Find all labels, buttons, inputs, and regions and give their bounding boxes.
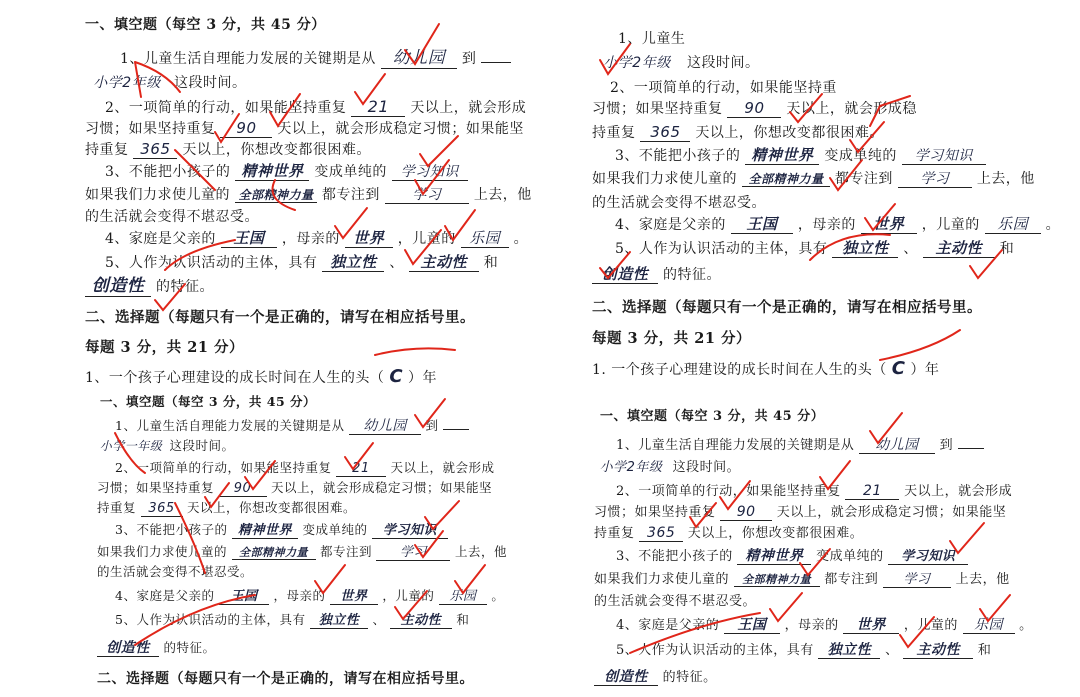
answer-blank: 幼儿园 xyxy=(859,438,935,454)
answer-blank: 学习知识 xyxy=(902,149,986,165)
answer-blank: 主动性 xyxy=(923,241,995,258)
answer-blank: 王国 xyxy=(221,231,277,248)
answer-blank: 主动性 xyxy=(390,614,452,629)
answer-blank: 小学2年级 xyxy=(603,55,671,71)
answer-blank: 365 xyxy=(640,125,690,142)
question-2-cont: 习惯；如果坚持重复 90 天以上，就会形成稳定习惯；如果能坚 xyxy=(85,119,524,137)
question-3-cont: 如果我们力求使儿童的 全部精神力量 都专注到 学习 上去，他 xyxy=(85,187,532,203)
question-2-cont2: 持重复 365 天以上，你想改变都很困难。 xyxy=(592,123,884,141)
answer-blank: 学习知识 xyxy=(888,550,968,565)
answer-blank: 独立性 xyxy=(832,241,898,258)
question-5-cont: 创造性 的特征。 xyxy=(85,276,214,297)
question-5-cont: 创造性 的特征。 xyxy=(97,638,216,657)
worksheet-photo-top-right xyxy=(580,0,1061,388)
question-1: 1、儿童生 xyxy=(618,31,686,47)
question-4: 4、家庭是父亲的 王国 ，母亲的 世界 ，儿童的 乐园 。 xyxy=(105,229,529,247)
answer-blank: 学习 xyxy=(385,188,469,204)
answer-blank: 主动性 xyxy=(903,643,973,659)
question-2-cont: 习惯；如果坚持重复 90 天以上，就会形成稳定习惯；如果能坚 xyxy=(97,480,492,496)
answer-blank: 90 xyxy=(219,482,267,497)
mc-question-1: 1、一个孩子心理建设的成长时间在人生的头（ C ）年 xyxy=(85,366,438,387)
answer-blank: 创造性 xyxy=(592,267,658,284)
answer-blank: 世界 xyxy=(345,231,393,248)
answer-blank: 21 xyxy=(845,484,899,500)
answer-blank: 精神世界 xyxy=(235,164,309,181)
answer-blank: 幼儿园 xyxy=(349,419,421,435)
answer-blank: 世界 xyxy=(861,217,917,234)
question-1: 1、儿童生活自理能力发展的关键期是从 幼儿园 到 xyxy=(616,434,984,454)
section-title: 二、选择题（每题只有一个是正确的，请写在相应括号里。 xyxy=(85,309,475,326)
answer-blank: 全部精神力量 xyxy=(235,189,317,203)
answer-mark: C xyxy=(389,366,404,387)
answer-blank: 全部精神力量 xyxy=(742,173,830,187)
question-4: 4、家庭是父亲的 王国 ，母亲的 世界 ，儿童的 乐园 。 xyxy=(115,588,505,604)
question-3-cont: 如果我们力求使儿童的 全部精神力量 都专注到 学习 上去，他 xyxy=(592,171,1035,187)
question-2-cont: 习惯；如果坚持重复 90 天以上，就会形成稳定习惯；如果能坚 xyxy=(594,504,1007,520)
answer-blank: 创造性 xyxy=(85,278,151,297)
answer-blank: 乐园 xyxy=(461,231,509,248)
question-2-cont: 习惯；如果坚持重复 90 天以上，就会形成稳 xyxy=(592,99,917,117)
answer-blank: 王国 xyxy=(219,590,269,605)
answer-blank: 学习 xyxy=(376,546,450,561)
answer-blank: 21 xyxy=(336,462,386,477)
answer-blank: 独立性 xyxy=(818,643,880,659)
answer-blank: 精神世界 xyxy=(745,148,819,165)
question-3-cont2: 的生活就会变得不堪忍受。 xyxy=(592,195,766,211)
question-2-cont2: 持重复 365 天以上，你想改变都很困难。 xyxy=(85,140,371,158)
question-5-cont: 创造性 的特征。 xyxy=(592,264,721,284)
answer-blank: 90 xyxy=(727,101,781,118)
question-5: 5、人作为认识活动的主体，具有 独立性 、 主动性 和 xyxy=(615,239,1015,257)
question-2: 2、一项简单的行动，如果能坚持重复 21 天以上，就会形成 xyxy=(616,483,1013,499)
section-title: 一、填空题（每空 3 分，共 45 分） xyxy=(600,409,825,424)
question-4: 4、家庭是父亲的 王国 ，母亲的 世界 ，儿童的 乐园 。 xyxy=(615,215,1061,233)
mc-question-1: 1. 一个孩子心理建设的成长时间在人生的头（ C ）年 xyxy=(592,358,940,379)
answer-blank: 小学2年级 xyxy=(93,75,161,91)
answer-blank: 全部精神力量 xyxy=(734,574,820,587)
worksheet-photo-top-left xyxy=(75,0,532,388)
answer-blank: 365 xyxy=(141,502,183,517)
answer-blank: 王国 xyxy=(724,618,780,634)
section-subtitle: 每题 3 分，共 21 分） xyxy=(592,330,751,347)
question-3-cont2: 的生活就会变得不堪忍受。 xyxy=(594,594,757,609)
answer-blank: 乐园 xyxy=(439,590,487,605)
answer-blank: 精神世界 xyxy=(737,549,811,565)
answer-blank: 学习 xyxy=(883,573,951,588)
answer-blank: 独立性 xyxy=(310,614,368,629)
answer-blank: 精神世界 xyxy=(232,524,298,539)
question-1: 1、儿童生活自理能力发展的关键期是从 幼儿园 到 xyxy=(120,48,511,69)
worksheet-photo-bottom-right xyxy=(570,385,1040,697)
answer-blank: 21 xyxy=(351,99,405,117)
answer-blank: 90 xyxy=(220,121,272,138)
section-title: 一、填空题（每空 3 分，共 45 分） xyxy=(100,394,317,409)
answer-mark: C xyxy=(891,358,906,379)
answer-blank: 小学一年级 xyxy=(99,439,163,453)
question-3-cont2: 的生活就会变得不堪忍受。 xyxy=(97,564,254,579)
answer-blank: 乐园 xyxy=(963,618,1015,634)
question-3: 3、不能把小孩子的 精神世界 变成单纯的 学习知识 xyxy=(615,145,986,165)
question-2-cont2: 持重复 365 天以上，你想改变都很困难。 xyxy=(97,500,356,516)
question-5-cont: 创造性 的特征。 xyxy=(594,666,717,686)
answer-blank: 乐园 xyxy=(985,217,1041,234)
question-3-cont: 如果我们力求使儿童的 全部精神力量 都专注到 学习 上去，他 xyxy=(97,544,507,560)
question-2-cont2: 持重复 365 天以上，你想改变都很困难。 xyxy=(594,525,864,541)
answer-blank: 90 xyxy=(720,505,772,521)
answer-blank: 365 xyxy=(639,526,683,542)
answer-blank: 世界 xyxy=(843,618,899,634)
answer-blank: 王国 xyxy=(731,217,793,234)
question-3-cont2: 的生活就会变得不堪忍受。 xyxy=(85,209,259,225)
answer-blank: 独立性 xyxy=(322,255,384,272)
question-1-cont: 小学2年级 这段时间。 xyxy=(592,52,759,72)
question-3: 3、不能把小孩子的 精神世界 变成单纯的 学习知识 xyxy=(115,520,448,539)
section-title: 一、填空题（每空 3 分，共 45 分） xyxy=(85,17,326,33)
question-2: 2、一项简单的行动，如果能坚持重复 21 天以上，就会形成 xyxy=(115,460,495,476)
answer-blank: 学习 xyxy=(898,172,972,188)
question-1-cont: 小学2年级 这段时间。 xyxy=(85,72,246,92)
question-2: 2、一项简单的行动，如果能坚持重 xyxy=(610,80,837,96)
answer-blank: 学习知识 xyxy=(372,524,448,539)
question-5: 5、人作为认识活动的主体，具有 独立性 、 主动性 和 xyxy=(105,253,499,271)
answer-blank: 世界 xyxy=(330,590,378,605)
question-2: 2、一项简单的行动，如果能坚持重复 21 天以上，就会形成 xyxy=(105,97,527,116)
question-3-cont: 如果我们力求使儿童的 全部精神力量 都专注到 学习 上去，他 xyxy=(594,572,1010,587)
worksheet-photo-bottom-left xyxy=(75,385,545,697)
question-3: 3、不能把小孩子的 精神世界 变成单纯的 学习知识 xyxy=(105,161,468,181)
question-1-cont: 小学一年级 这段时间。 xyxy=(97,436,235,454)
section-title: 二、选择题（每题只有一个是正确的，请写在相应括号里。 xyxy=(97,671,474,687)
answer-blank: 幼儿园 xyxy=(381,50,457,69)
answer-blank: 全部精神力量 xyxy=(232,547,316,560)
answer-blank: 主动性 xyxy=(409,255,479,272)
answer-blank: 创造性 xyxy=(97,641,159,657)
answer-blank: 小学2年级 xyxy=(599,460,663,475)
section-title: 二、选择题（每题只有一个是正确的，请写在相应括号里。 xyxy=(592,299,982,316)
answer-blank: 365 xyxy=(133,142,177,159)
question-3: 3、不能把小孩子的 精神世界 变成单纯的 学习知识 xyxy=(616,545,968,565)
question-4: 4、家庭是父亲的 王国 ，母亲的 世界 ，儿童的 乐园 。 xyxy=(616,617,1033,633)
question-5: 5、人作为认识活动的主体，具有 独立性 、 主动性 和 xyxy=(616,642,992,658)
question-1-cont: 小学2年级 这段时间。 xyxy=(594,456,740,475)
answer-blank: 创造性 xyxy=(594,670,658,686)
answer-blank: 学习知识 xyxy=(392,165,468,181)
question-5: 5、人作为认识活动的主体，具有 独立性 、 主动性 和 xyxy=(115,612,470,628)
question-1: 1、儿童生活自理能力发展的关键期是从 幼儿园 到 xyxy=(115,416,469,435)
section-subtitle: 每题 3 分，共 21 分） xyxy=(85,339,244,356)
